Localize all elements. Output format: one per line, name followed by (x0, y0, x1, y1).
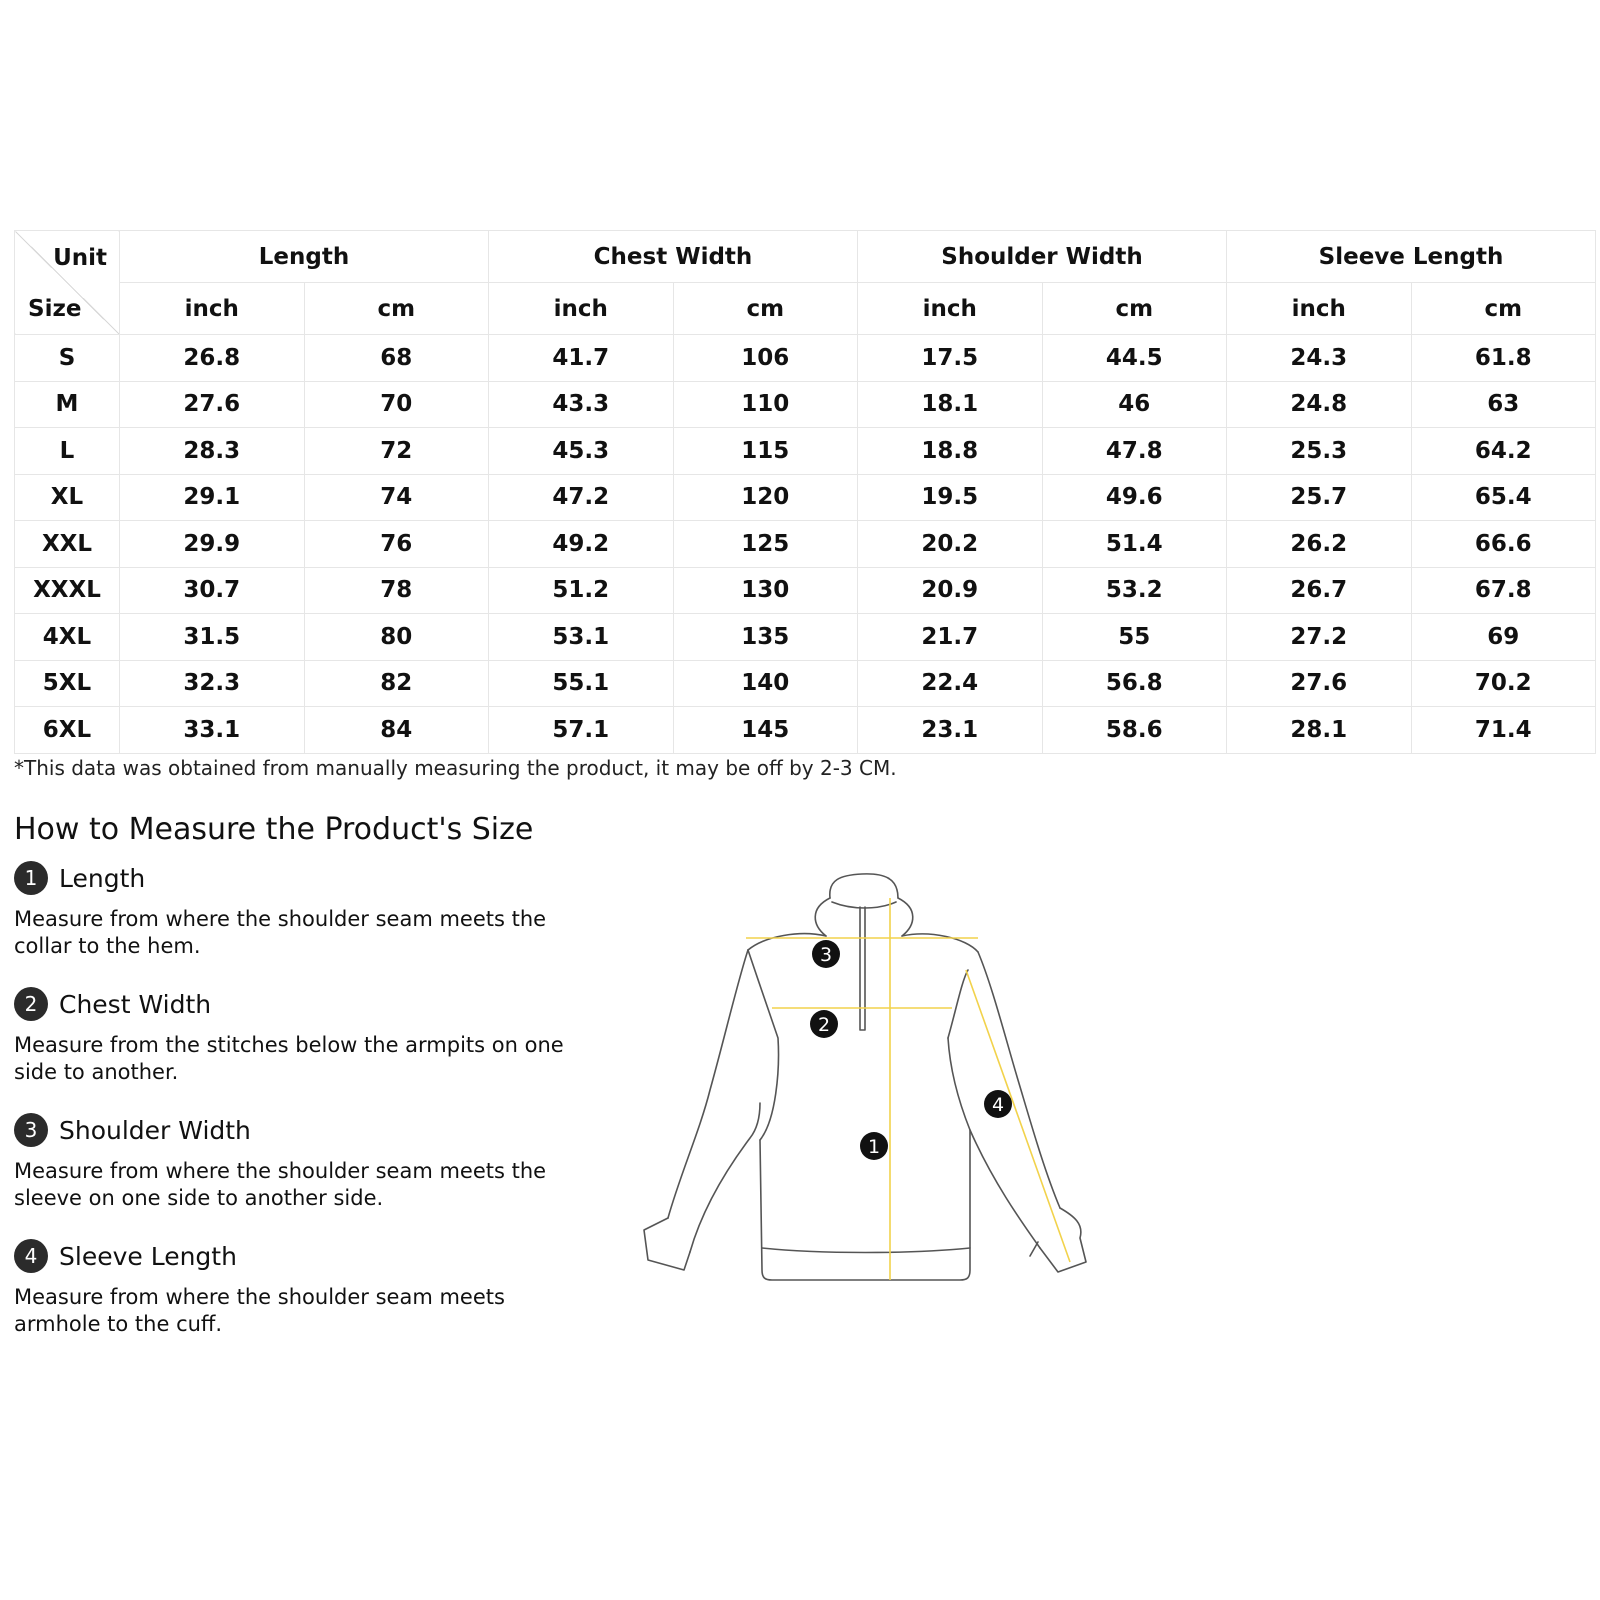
table-row (15, 614, 1596, 661)
step-chest-width (14, 986, 574, 1086)
step-title: Shoulder Width (59, 1115, 251, 1145)
size-label-cell: 5XL (15, 660, 120, 707)
table-row (15, 660, 1596, 707)
table-cell: 27.2 (1227, 614, 1412, 661)
table-cell: 57.1 (489, 707, 674, 754)
table-cell: 74 (304, 474, 489, 521)
step-number-badge: 4 (14, 1239, 48, 1273)
unit-header-cell: inch (1227, 283, 1412, 335)
size-label-cell: XXL (15, 521, 120, 568)
table-cell: 49.6 (1042, 474, 1227, 521)
table-cell: 47.2 (489, 474, 674, 521)
table-cell: 53.1 (489, 614, 674, 661)
table-cell: 24.3 (1227, 335, 1412, 382)
table-row (15, 335, 1596, 382)
table-corner-cell (15, 231, 120, 335)
marker-2-icon (810, 1010, 838, 1038)
group-header-sleeve-length: Sleeve Length (1227, 231, 1596, 283)
size-label-cell: XXXL (15, 567, 120, 614)
table-cell: 71.4 (1411, 707, 1596, 754)
table-cell: 66.6 (1411, 521, 1596, 568)
table-cell: 47.8 (1042, 428, 1227, 475)
step-description: Measure from where the shoulder seam meets the sleeve on one side to another side. (14, 1159, 547, 1210)
size-label-cell: L (15, 428, 120, 475)
corner-size-label: Size (28, 296, 82, 322)
table-cell: 58.6 (1042, 707, 1227, 754)
table-cell: 80 (304, 614, 489, 661)
table-row (15, 567, 1596, 614)
how-to-measure-title: How to Measure the Product's Size (14, 812, 534, 847)
table-cell: 125 (673, 521, 858, 568)
svg-text:1: 1 (867, 1136, 881, 1158)
table-cell: 30.7 (120, 567, 305, 614)
table-row (15, 474, 1596, 521)
table-cell: 110 (673, 381, 858, 428)
step-number-badge: 3 (14, 1113, 48, 1147)
table-cell: 76 (304, 521, 489, 568)
svg-text:4: 4 (991, 1094, 1005, 1116)
table-cell: 140 (673, 660, 858, 707)
step-title: Chest Width (59, 989, 212, 1019)
table-cell: 51.2 (489, 567, 674, 614)
table-cell: 20.2 (858, 521, 1043, 568)
table-cell: 29.9 (120, 521, 305, 568)
table-cell: 19.5 (858, 474, 1043, 521)
table-cell: 21.7 (858, 614, 1043, 661)
table-cell: 120 (673, 474, 858, 521)
table-cell: 29.1 (120, 474, 305, 521)
table-cell: 20.9 (858, 567, 1043, 614)
table-cell: 130 (673, 567, 858, 614)
sweatshirt-measurement-diagram (640, 870, 1120, 1310)
step-length (14, 860, 574, 960)
table-cell: 45.3 (489, 428, 674, 475)
table-cell: 55.1 (489, 660, 674, 707)
table-cell: 53.2 (1042, 567, 1227, 614)
table-cell: 44.5 (1042, 335, 1227, 382)
size-chart-table (14, 230, 1596, 754)
table-cell: 24.8 (1227, 381, 1412, 428)
group-header-chest-width: Chest Width (489, 231, 858, 283)
size-label-cell: 4XL (15, 614, 120, 661)
table-cell: 56.8 (1042, 660, 1227, 707)
table-cell: 55 (1042, 614, 1227, 661)
unit-header-cell: inch (489, 283, 674, 335)
table-cell: 84 (304, 707, 489, 754)
table-cell: 17.5 (858, 335, 1043, 382)
table-cell: 23.1 (858, 707, 1043, 754)
table-cell: 43.3 (489, 381, 674, 428)
table-cell: 26.2 (1227, 521, 1412, 568)
table-cell: 61.8 (1411, 335, 1596, 382)
table-cell: 49.2 (489, 521, 674, 568)
marker-1-icon (860, 1132, 888, 1160)
sweatshirt-outline-icon (644, 874, 1086, 1280)
table-cell: 106 (673, 335, 858, 382)
size-label-cell: M (15, 381, 120, 428)
step-description: Measure from where the shoulder seam meets the collar to the hem. (14, 907, 547, 958)
size-label-cell: 6XL (15, 707, 120, 754)
table-cell: 72 (304, 428, 489, 475)
step-number-badge: 1 (14, 861, 48, 895)
size-label-cell: XL (15, 474, 120, 521)
table-row (15, 381, 1596, 428)
table-cell: 82 (304, 660, 489, 707)
table-cell: 27.6 (1227, 660, 1412, 707)
table-row (15, 428, 1596, 475)
table-cell: 33.1 (120, 707, 305, 754)
table-cell: 25.7 (1227, 474, 1412, 521)
table-cell: 135 (673, 614, 858, 661)
table-cell: 51.4 (1042, 521, 1227, 568)
table-cell: 65.4 (1411, 474, 1596, 521)
step-title: Sleeve Length (59, 1241, 237, 1271)
step-title: Length (59, 863, 146, 893)
corner-unit-label: Unit (53, 245, 107, 271)
marker-4-icon (984, 1090, 1012, 1118)
marker-3-icon (812, 940, 840, 968)
table-unit-header-row (15, 283, 1596, 335)
size-label-cell: S (15, 335, 120, 382)
unit-header-cell: inch (858, 283, 1043, 335)
table-cell: 18.1 (858, 381, 1043, 428)
svg-text:2: 2 (817, 1014, 831, 1036)
table-cell: 28.1 (1227, 707, 1412, 754)
table-row (15, 521, 1596, 568)
unit-header-cell: cm (673, 283, 858, 335)
table-cell: 63 (1411, 381, 1596, 428)
table-cell: 32.3 (120, 660, 305, 707)
table-row (15, 707, 1596, 754)
table-cell: 18.8 (858, 428, 1043, 475)
table-cell: 28.3 (120, 428, 305, 475)
unit-header-cell: cm (304, 283, 489, 335)
table-cell: 78 (304, 567, 489, 614)
step-sleeve-length (14, 1238, 574, 1338)
table-cell: 31.5 (120, 614, 305, 661)
table-cell: 67.8 (1411, 567, 1596, 614)
table-cell: 25.3 (1227, 428, 1412, 475)
unit-header-cell: cm (1411, 283, 1596, 335)
sleeve-length-line (966, 970, 1070, 1262)
table-cell: 145 (673, 707, 858, 754)
table-cell: 22.4 (858, 660, 1043, 707)
measurement-note: *This data was obtained from manually measuring the product, it may be off by 2-3 CM. (14, 756, 897, 780)
table-cell: 64.2 (1411, 428, 1596, 475)
step-description: Measure from where the shoulder seam meets armhole to the cuff. (14, 1285, 505, 1336)
svg-text:3: 3 (819, 944, 833, 966)
unit-header-cell: inch (120, 283, 305, 335)
table-cell: 68 (304, 335, 489, 382)
step-number-badge: 2 (14, 987, 48, 1021)
table-cell: 26.8 (120, 335, 305, 382)
group-header-shoulder-width: Shoulder Width (858, 231, 1227, 283)
table-cell: 46 (1042, 381, 1227, 428)
table-cell: 115 (673, 428, 858, 475)
table-cell: 70 (304, 381, 489, 428)
table-cell: 26.7 (1227, 567, 1412, 614)
table-cell: 69 (1411, 614, 1596, 661)
group-header-length: Length (120, 231, 489, 283)
table-cell: 41.7 (489, 335, 674, 382)
step-description: Measure from the stitches below the armpits on one side to another. (14, 1033, 564, 1084)
table-cell: 70.2 (1411, 660, 1596, 707)
step-shoulder-width (14, 1112, 574, 1212)
unit-header-cell: cm (1042, 283, 1227, 335)
table-cell: 27.6 (120, 381, 305, 428)
table-group-header-row (15, 231, 1596, 283)
